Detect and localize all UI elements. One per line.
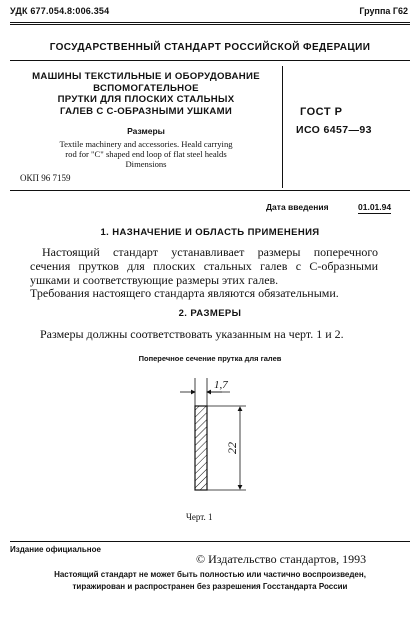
notice-line: Настоящий стандарт не может быть полностью или частично воспроизведен,	[54, 570, 366, 579]
figure-label: Черт. 1	[186, 512, 213, 522]
okp-code: ОКП 96 7159	[20, 173, 71, 183]
effective-date-value: 01.01.94	[358, 202, 392, 212]
iso-designation: ИСО 6457—93	[296, 124, 372, 136]
official-edition-label: Издание официальное	[10, 545, 101, 554]
section1-paragraph: Настоящий стандарт устанавливает размеры поперечного сечения прутков для плоских стальных галев с С-образными ушками и соответствующие размеры этих галев.	[30, 245, 378, 287]
section2-heading: 2. РАЗМЕРЫ	[178, 308, 242, 319]
title-line: МАШИНЫ ТЕКСТИЛЬНЫЕ И ОБОРУДОВАНИЕ	[32, 71, 260, 82]
top-rule	[10, 22, 410, 23]
english-title-line: Textile machinery and accessories. Heald carrying	[59, 139, 233, 149]
figure-caption: Поперечное сечение прутка для галев	[138, 354, 282, 363]
title-line: ГАЛЕВ С С-ОБРАЗНЫМИ УШКАМИ	[59, 105, 233, 117]
english-title	[20, 139, 272, 169]
section1-heading: 1. НАЗНАЧЕНИЕ И ОБЛАСТЬ ПРИМЕНЕНИЯ	[100, 227, 320, 238]
copyright-notice: © Издательство стандартов, 1993	[196, 552, 367, 566]
rod-section	[195, 406, 207, 490]
header-bottom-rule	[10, 190, 410, 191]
footer-rule	[10, 541, 410, 542]
effective-date-label: Дата введения	[266, 202, 329, 212]
standard-title-rule	[10, 60, 410, 61]
gost-designation: ГОСТ Р	[300, 106, 343, 118]
document-subtitle: Размеры	[127, 126, 165, 136]
section2-paragraph: Размеры должны соответствовать указанным на черт. 1 и 2.	[40, 327, 344, 341]
reproduction-notice	[0, 569, 420, 593]
height-label: 22	[225, 442, 239, 454]
title-line: ВСПОМОГАТЕЛЬНОЕ	[93, 82, 199, 94]
rod-cross-section-drawing	[150, 370, 270, 510]
width-label: 1,7	[214, 379, 228, 391]
document-title	[20, 71, 272, 117]
english-title-line: rod for "C" shaped end loop of flat steel healds	[65, 149, 227, 159]
title-divider	[282, 66, 283, 188]
notice-line: тиражирован и распространен без разрешения Госстандарта России	[72, 582, 348, 591]
top-rule-double	[10, 24, 410, 25]
title-line: ПРУТКИ ДЛЯ ПЛОСКИХ СТАЛЬНЫХ	[57, 94, 235, 105]
english-title-line: Dimensions	[125, 159, 167, 169]
udk-code: УДК 677.054.8:006.354	[10, 6, 110, 16]
standard-title: ГОСУДАРСТВЕННЫЙ СТАНДАРТ РОССИЙСКОЙ ФЕДЕРАЦИИ	[49, 42, 371, 53]
section1-requirements: Требования настоящего стандарта являются обязательными.	[30, 286, 339, 300]
group-code: Группа Г62	[359, 6, 408, 16]
